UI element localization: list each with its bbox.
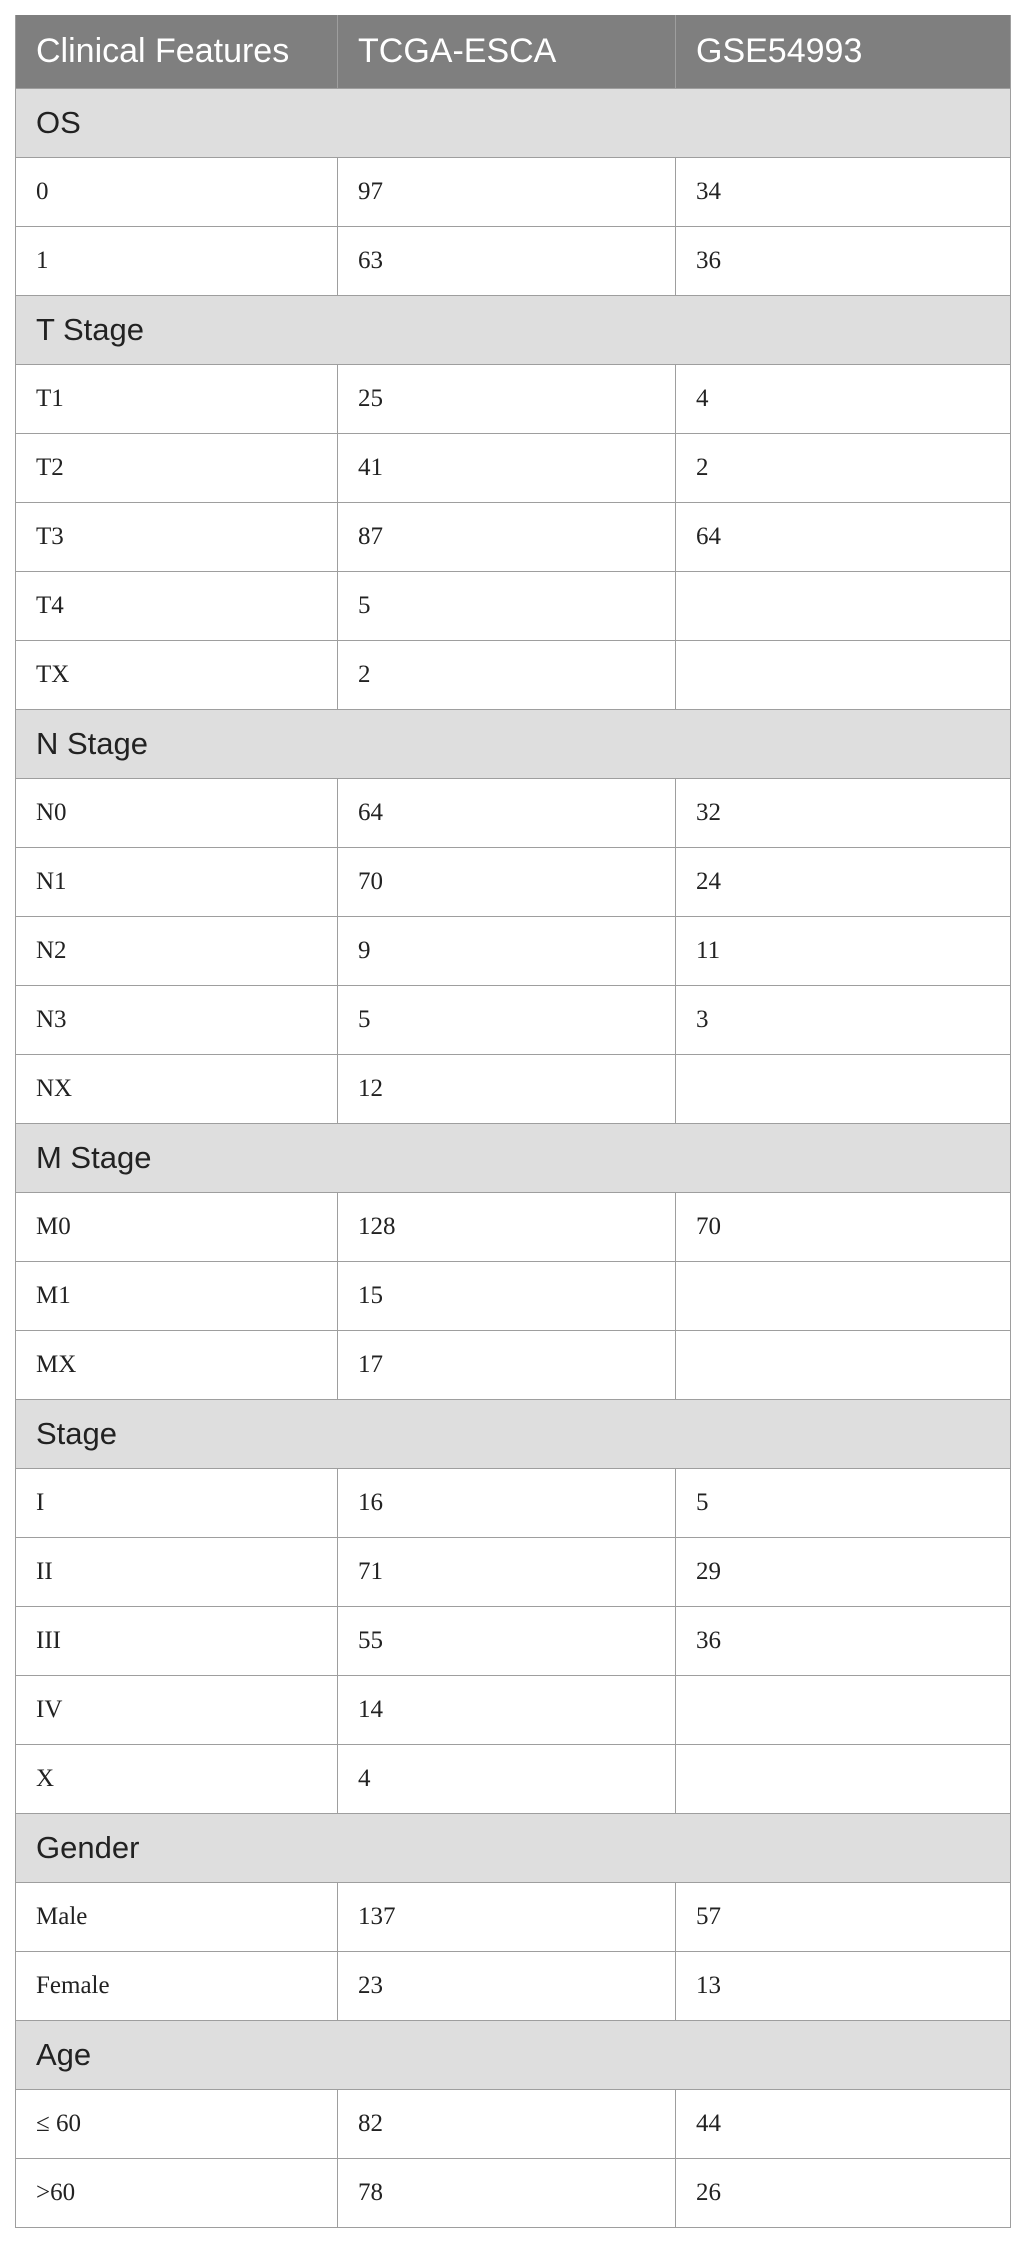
table-body: [16, 89, 1011, 2228]
tcga-esca-cell: 82: [338, 2090, 676, 2159]
gse54993-cell: [676, 641, 1011, 710]
section-row: [16, 1814, 1011, 1883]
gse54993-cell: [676, 1676, 1011, 1745]
feature-cell: X: [16, 1745, 338, 1814]
gse54993-cell: 36: [676, 1607, 1011, 1676]
feature-cell: NX: [16, 1055, 338, 1124]
section-row: [16, 2021, 1011, 2090]
table-row: [16, 1952, 1011, 2021]
section-row: [16, 1124, 1011, 1193]
table-row: [16, 2159, 1011, 2228]
section-title: Age: [16, 2021, 1011, 2090]
feature-cell: N0: [16, 779, 338, 848]
tcga-esca-cell: 97: [338, 158, 676, 227]
gse54993-cell: 70: [676, 1193, 1011, 1262]
table-row: [16, 365, 1011, 434]
table-row: [16, 641, 1011, 710]
section-title: Stage: [16, 1400, 1011, 1469]
table-row: [16, 1055, 1011, 1124]
section-title: N Stage: [16, 710, 1011, 779]
gse54993-cell: 36: [676, 227, 1011, 296]
feature-cell: 0: [16, 158, 338, 227]
table-row: [16, 503, 1011, 572]
table-row: [16, 848, 1011, 917]
feature-cell: N2: [16, 917, 338, 986]
tcga-esca-cell: 5: [338, 572, 676, 641]
gse54993-cell: 34: [676, 158, 1011, 227]
feature-cell: II: [16, 1538, 338, 1607]
gse54993-cell: 32: [676, 779, 1011, 848]
feature-cell: T3: [16, 503, 338, 572]
feature-cell: M0: [16, 1193, 338, 1262]
gse54993-cell: 11: [676, 917, 1011, 986]
gse54993-cell: 64: [676, 503, 1011, 572]
gse54993-cell: 44: [676, 2090, 1011, 2159]
table-row: [16, 1883, 1011, 1952]
feature-cell: T4: [16, 572, 338, 641]
tcga-esca-cell: 70: [338, 848, 676, 917]
gse54993-cell: 2: [676, 434, 1011, 503]
tcga-esca-cell: 25: [338, 365, 676, 434]
table-row: [16, 1193, 1011, 1262]
tcga-esca-cell: 14: [338, 1676, 676, 1745]
table-row: [16, 986, 1011, 1055]
tcga-esca-cell: 137: [338, 1883, 676, 1952]
feature-cell: >60: [16, 2159, 338, 2228]
section-row: [16, 296, 1011, 365]
table-row: [16, 572, 1011, 641]
table-row: [16, 1607, 1011, 1676]
feature-cell: M1: [16, 1262, 338, 1331]
feature-cell: I: [16, 1469, 338, 1538]
table-row: [16, 1331, 1011, 1400]
tcga-esca-cell: 71: [338, 1538, 676, 1607]
section-row: [16, 1400, 1011, 1469]
gse54993-cell: 24: [676, 848, 1011, 917]
feature-cell: ≤ 60: [16, 2090, 338, 2159]
table-row: [16, 1745, 1011, 1814]
section-title: M Stage: [16, 1124, 1011, 1193]
table-row: [16, 158, 1011, 227]
table-row: [16, 1676, 1011, 1745]
tcga-esca-cell: 17: [338, 1331, 676, 1400]
table-row: [16, 2090, 1011, 2159]
gse54993-cell: 5: [676, 1469, 1011, 1538]
section-row: [16, 710, 1011, 779]
feature-cell: T2: [16, 434, 338, 503]
tcga-esca-cell: 87: [338, 503, 676, 572]
column-header-tcga-esca: TCGA-ESCA: [338, 15, 676, 89]
feature-cell: N1: [16, 848, 338, 917]
gse54993-cell: 13: [676, 1952, 1011, 2021]
feature-cell: T1: [16, 365, 338, 434]
clinical-features-table: [15, 15, 1011, 2228]
tcga-esca-cell: 41: [338, 434, 676, 503]
gse54993-cell: [676, 1055, 1011, 1124]
tcga-esca-cell: 55: [338, 1607, 676, 1676]
gse54993-cell: 3: [676, 986, 1011, 1055]
tcga-esca-cell: 12: [338, 1055, 676, 1124]
gse54993-cell: 29: [676, 1538, 1011, 1607]
tcga-esca-cell: 64: [338, 779, 676, 848]
section-title: T Stage: [16, 296, 1011, 365]
feature-cell: IV: [16, 1676, 338, 1745]
table-row: [16, 1469, 1011, 1538]
tcga-esca-cell: 4: [338, 1745, 676, 1814]
table-row: [16, 1538, 1011, 1607]
table-row: [16, 779, 1011, 848]
table-row: [16, 917, 1011, 986]
column-header-clinical-features: Clinical Features: [16, 15, 338, 89]
gse54993-cell: [676, 1745, 1011, 1814]
gse54993-cell: [676, 572, 1011, 641]
table-row: [16, 1262, 1011, 1331]
table-row: [16, 434, 1011, 503]
feature-cell: Female: [16, 1952, 338, 2021]
gse54993-cell: 26: [676, 2159, 1011, 2228]
section-title: OS: [16, 89, 1011, 158]
tcga-esca-cell: 78: [338, 2159, 676, 2228]
tcga-esca-cell: 9: [338, 917, 676, 986]
gse54993-cell: 57: [676, 1883, 1011, 1952]
feature-cell: MX: [16, 1331, 338, 1400]
tcga-esca-cell: 63: [338, 227, 676, 296]
feature-cell: TX: [16, 641, 338, 710]
tcga-esca-cell: 23: [338, 1952, 676, 2021]
tcga-esca-cell: 15: [338, 1262, 676, 1331]
gse54993-cell: [676, 1331, 1011, 1400]
column-header-gse54993: GSE54993: [676, 15, 1011, 89]
gse54993-cell: 4: [676, 365, 1011, 434]
tcga-esca-cell: 16: [338, 1469, 676, 1538]
gse54993-cell: [676, 1262, 1011, 1331]
feature-cell: Male: [16, 1883, 338, 1952]
table-row: [16, 227, 1011, 296]
header-row: [16, 15, 1011, 89]
feature-cell: N3: [16, 986, 338, 1055]
tcga-esca-cell: 128: [338, 1193, 676, 1262]
section-title: Gender: [16, 1814, 1011, 1883]
tcga-esca-cell: 5: [338, 986, 676, 1055]
tcga-esca-cell: 2: [338, 641, 676, 710]
section-row: [16, 89, 1011, 158]
feature-cell: III: [16, 1607, 338, 1676]
feature-cell: 1: [16, 227, 338, 296]
